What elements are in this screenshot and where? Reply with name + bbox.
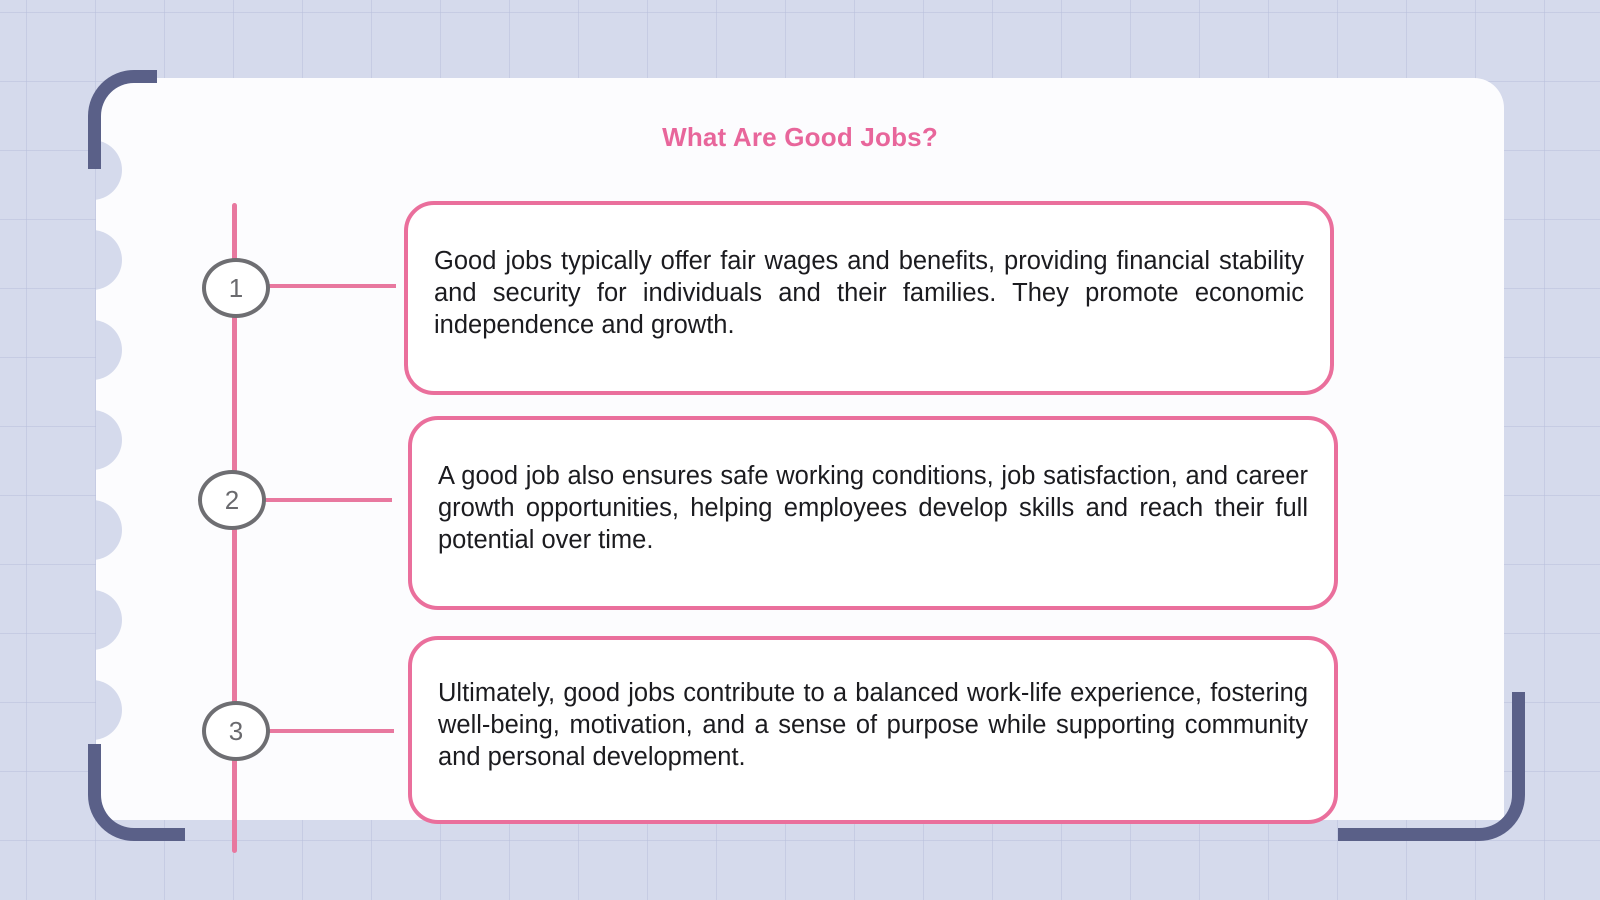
timeline-connector-2 [262, 498, 392, 502]
step-text-3: Ultimately, good jobs contribute to a balanced work-life experience, fostering well-being, motivation, and a sense of purpose while supporting community and personal development. [438, 679, 1308, 771]
timeline-connector-3 [266, 729, 394, 733]
step-text-2: A good job also ensures safe working conditions, job satisfaction, and career growth opportunities, helping employees develop skills and reach their full potential over time. [438, 462, 1308, 554]
slide-title: What Are Good Jobs? [662, 122, 938, 152]
step-number-2: 2 [198, 470, 266, 530]
step-card-3 [408, 636, 1338, 824]
frame-corner-bottom-right [1338, 692, 1525, 841]
step-number-1: 1 [202, 258, 270, 318]
step-number-3: 3 [202, 701, 270, 761]
torn-edge-decoration [96, 78, 156, 820]
step-card-1 [404, 201, 1334, 395]
step-text-1: Good jobs typically offer fair wages and benefits, providing financial stability and security for individuals and their families. They promote economic independence and growth. [434, 247, 1304, 339]
step-card-2 [408, 416, 1338, 610]
frame-corner-bottom-left [88, 744, 185, 841]
frame-corner-top-left [88, 70, 157, 169]
timeline-connector-1 [264, 284, 396, 288]
